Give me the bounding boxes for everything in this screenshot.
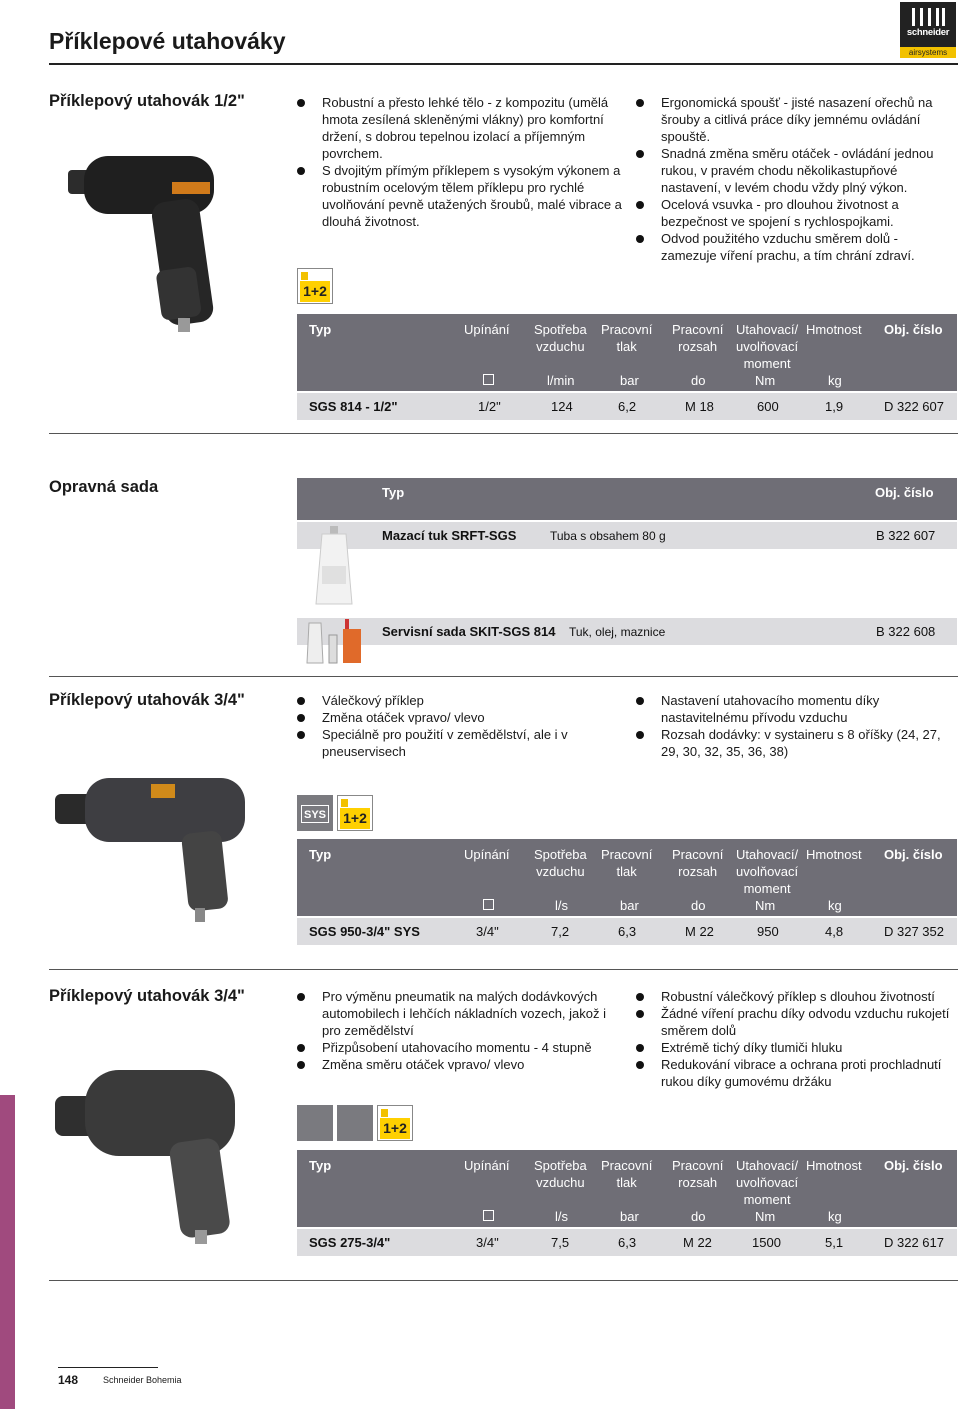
bullet-item: Robustní válečkový příklep s dlouhou životností xyxy=(636,988,956,1005)
logo-sub: airsystems xyxy=(900,47,956,58)
table-row: Servisní sada SKIT-SGS 814 Tuk, olej, maznice B 322 608 xyxy=(297,618,957,645)
bullet-item: Přizpůsobení utahovacího momentu - 4 stupně xyxy=(297,1039,617,1056)
repair-title: Opravná sada xyxy=(49,478,159,496)
section2-bullets-left xyxy=(297,692,617,760)
section3-title: Příklepový utahovák 3/4" xyxy=(49,987,245,1005)
bullet-item: Pro výměnu pneumatik na malých dodávkových automobilech i lehčích nákladních vozech, jakož i pro zemědělství xyxy=(297,988,617,1039)
section-divider xyxy=(49,1280,958,1281)
section1-bullets-right xyxy=(636,94,956,264)
impact-wrench-three-quarter-image xyxy=(55,1040,245,1245)
section3-table-header: Typ Upínání Spotřeba vzduchu Pracovní tlak Pracovní rozsah Utahovací/ uvolňovací moment Hmotnost Obj. číslo l/s bar do Nm kg xyxy=(297,1150,957,1227)
title-rule xyxy=(49,63,958,65)
section3-bullets-right xyxy=(636,988,956,1090)
footer-rule xyxy=(58,1367,158,1368)
side-color-bar xyxy=(0,1095,15,1409)
section-divider xyxy=(49,676,958,677)
unit-moment: Nm xyxy=(755,373,776,388)
one-plus-two-warranty-icon: 1+2 xyxy=(377,1105,413,1141)
section1-bullets-left xyxy=(297,94,627,230)
chuck-square-icon xyxy=(483,1208,494,1225)
unit-rozsah: do xyxy=(691,373,706,388)
section2-bullets-right xyxy=(636,692,956,760)
table-row: SGS 814 - 1/2" 1/2" 124 6,2 M 18 600 1,9 D 322 607 xyxy=(297,393,957,420)
section2-title: Příklepový utahovák 3/4" xyxy=(49,691,245,709)
section3-bullets-left xyxy=(297,988,617,1073)
impact-wrench-half-inch-image xyxy=(62,128,232,333)
page-number: 148 xyxy=(58,1373,79,1387)
bullet-item: Změna směru otáček vpravo/ vlevo xyxy=(297,1056,617,1073)
col-typ: Typ xyxy=(309,322,332,337)
bullet-item: Nastavení utahovacího momentu díky nastavitelnému přívodu vzduchu xyxy=(636,692,956,726)
col-hmotnost: Hmotnost xyxy=(806,322,862,337)
repair-table-header: Typ Obj. číslo xyxy=(297,478,957,520)
chuck-square-icon xyxy=(483,372,494,389)
section-divider xyxy=(49,969,958,970)
bullet-item: Rozsah dodávky: v systaineru s 8 oříšky (24, 27, 29, 30, 32, 35, 36, 38) xyxy=(636,726,956,760)
footer-brand: Schneider Bohemia xyxy=(103,1375,182,1385)
section-divider xyxy=(49,433,958,434)
logo-stripes-icon xyxy=(908,8,948,26)
bullet-item: Robustní a přesto lehké tělo - z kompozitu (umělá hmota zesílená skleněnými vlákny) pro komfortní držení, s dobrou tepelnou izolací a příjemným povrchem. xyxy=(297,94,627,162)
bullet-item: Odvod použitého vzduchu směrem dolů - zamezuje víření prachu, a tím chrání zdraví. xyxy=(636,230,956,264)
col-tlak: Pracovní tlak xyxy=(601,322,653,354)
chuck-square-icon xyxy=(483,897,494,914)
service-kit-image xyxy=(305,615,371,665)
systainer-sys-icon: SYS xyxy=(297,795,333,831)
logo-brand: schneider xyxy=(906,27,950,38)
bullet-item: Redukování vibrace a ochrana proti prochladnutí rukou díky gumovému držáku xyxy=(636,1056,956,1090)
col-rozsah: Pracovní rozsah xyxy=(672,322,724,354)
section2-table-header: Typ Upínání Spotřeba vzduchu Pracovní tlak Pracovní rozsah Utahovací/ uvolňovací moment Hmotnost Obj. číslo l/s bar do Nm kg xyxy=(297,839,957,916)
table-row: Mazací tuk SRFT-SGS Tuba s obsahem 80 g B 322 607 xyxy=(297,522,957,549)
bullet-item: Speciálně pro použití v zemědělství, ale i v pneuservisech xyxy=(297,726,617,760)
unit-tlak: bar xyxy=(620,373,639,388)
col-spotreba: Spotřeba vzduchu xyxy=(534,322,587,354)
bullet-item: S dvojitým přímým příklepem s vysokým výkonem a robustním ocelovým tělem příklepu pro rychlé uvolňování pevně utažených šroubů, malé vibrace a dlouhá životnost. xyxy=(297,162,627,230)
grease-tube-image xyxy=(312,526,356,608)
one-plus-two-warranty-icon: 1+2 xyxy=(297,268,333,304)
bullet-item: Extrémě tichý díky tlumiči hluku xyxy=(636,1039,956,1056)
col-obj: Obj. číslo xyxy=(884,322,943,337)
bullet-item: Ergonomická spoušť - jisté nasazení ořechů na šrouby a citlivá práce díky jemnému ovládání spouště. xyxy=(636,94,956,145)
bullet-item: Ocelová vsuvka - pro dlouhou životnost a bezpečnost ve spojení s rychlospojkami. xyxy=(636,196,956,230)
hand-vibration-icon xyxy=(297,1105,333,1141)
section1-title: Příklepový utahovák 1/2" xyxy=(49,92,245,110)
page-title: Příklepové utahováky xyxy=(49,28,286,54)
bullet-item: Žádné víření prachu díky odvodu vzduchu rukojetí směrem dolů xyxy=(636,1005,956,1039)
col-moment: Utahovací/ uvolňovací moment xyxy=(736,322,799,371)
bullet-item: Změna otáček vpravo/ vlevo xyxy=(297,709,617,726)
bullet-item: Válečkový příklep xyxy=(297,692,617,709)
col-upinani: Upínání xyxy=(464,322,510,337)
impact-wrench-three-quarter-sys-image xyxy=(55,772,245,924)
schneider-logo xyxy=(900,2,956,58)
section1-table-header xyxy=(297,314,957,391)
table-row: SGS 275-3/4" 3/4" 7,5 6,3 M 22 1500 5,1 D 322 617 xyxy=(297,1229,957,1256)
one-plus-two-warranty-icon: 1+2 xyxy=(337,795,373,831)
glove-icon xyxy=(337,1105,373,1141)
bullet-item: Snadná změna směru otáček - ovládání jednou rukou, v pravém chodu několikastupňové nastavení, v levém chodu vždy plný výkon. xyxy=(636,145,956,196)
table-row: SGS 950-3/4" SYS 3/4" 7,2 6,3 M 22 950 4,8 D 327 352 xyxy=(297,918,957,945)
unit-hmotnost: kg xyxy=(828,373,842,388)
unit-spotreba: l/min xyxy=(547,373,575,388)
